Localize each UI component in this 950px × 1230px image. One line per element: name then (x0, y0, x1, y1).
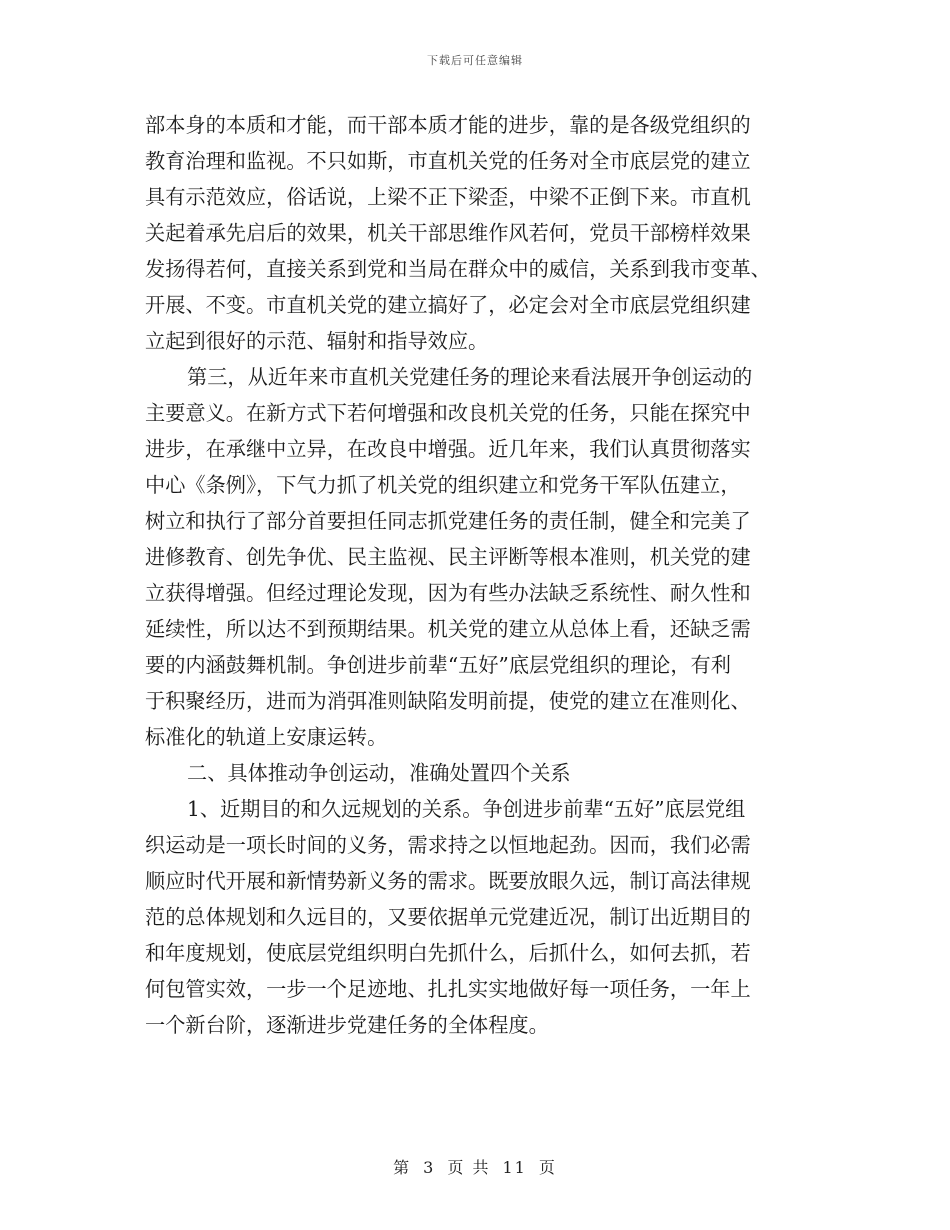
text-line: 立起到很好的示范、辐射和指导效应。 (145, 329, 489, 353)
text-line: 教育治理和监视。不只如斯，市直机关党的任务对全市底层党的建立 (145, 149, 751, 173)
text-line: 标准化的轨道上安康运转。 (145, 725, 388, 749)
document-body (145, 107, 805, 1043)
text-line: 二、具体推动争创运动，准确处置四个关系 (187, 761, 571, 785)
text-line: 立获得增强。但经过理论发现，因为有些办法缺乏系统性、耐久性和 (145, 581, 751, 605)
text-line: 开展、不变。市直机关党的建立搞好了，必定会对全市底层党组织建 (145, 293, 751, 317)
text-line: 主要意义。在新方式下若何增强和改良机关党的任务，只能在探究中 (145, 401, 751, 425)
text-line: 发扬得若何，直接关系到党和当局在群众中的威信，关系到我市变革、 (145, 257, 771, 281)
text-line: 要的内涵鼓舞机制。争创进步前辈“五好”底层党组织的理论，有利 (145, 653, 731, 677)
text-line: 1、近期目的和久远规划的关系。争创进步前辈“五好”底层党组 (187, 797, 746, 821)
text-line: 范的总体规划和久远目的，又要依据单元党建近况，制订出近期目的 (145, 905, 751, 929)
text-line: 顺应时代开展和新情势新义务的需求。既要放眼久远，制订高法律规 (145, 869, 751, 893)
text-line: 中心《条例》，下气力抓了机关党的组织建立和党务干军队伍建立， (145, 473, 741, 497)
text-line: 进步，在承继中立异，在改良中增强。近几年来，我们认真贯彻落实 (145, 437, 751, 461)
footer-middle: 页 共 (447, 1158, 491, 1177)
text-line: 关起着承先启后的效果，机关干部思维作风若何，党员干部榜样效果 (145, 221, 751, 245)
text-line: 织运动是一项长时间的义务，需求持之以恒地起劲。因而，我们必需 (145, 833, 751, 857)
text-line: 延续性，所以达不到预期结果。机关党的建立从总体上看，还缺乏需 (145, 617, 751, 641)
text-line: 一个新台阶，逐渐进步党建任务的全体程度。 (145, 1013, 549, 1037)
text-line: 进修教育、创先争优、民主监视、民主评断等根本准则，机关党的建 (145, 545, 751, 569)
text-line: 部本身的本质和才能，而干部本质才能的进步，靠的是各级党组织的 (145, 113, 751, 137)
text-line: 何包管实效，一步一个足迹地、扎扎实实地做好每一项任务，一年上 (145, 977, 751, 1001)
footer-page-number: 3 (423, 1158, 436, 1177)
page-header-note: 下载后可任意编辑 (427, 54, 523, 67)
text-line: 于积聚经历，进而为消弭准则缺陷发明前提，使党的建立在准则化、 (145, 689, 751, 713)
footer-total-pages: 11 (502, 1158, 527, 1177)
text-line: 树立和执行了部分首要担任同志抓党建任务的责任制，健全和完美了 (145, 509, 751, 533)
text-line: 第三，从近年来市直机关党建任务的理论来看法展开争创运动的 (187, 365, 753, 389)
footer-prefix: 第 (393, 1158, 412, 1177)
footer-suffix: 页 (538, 1158, 557, 1177)
page-footer (0, 1155, 950, 1178)
text-line: 具有示范效应，俗话说，上梁不正下梁歪，中梁不正倒下来。市直机 (145, 185, 751, 209)
text-line: 和年度规划，使底层党组织明白先抓什么，后抓什么，如何去抓，若 (145, 941, 751, 965)
